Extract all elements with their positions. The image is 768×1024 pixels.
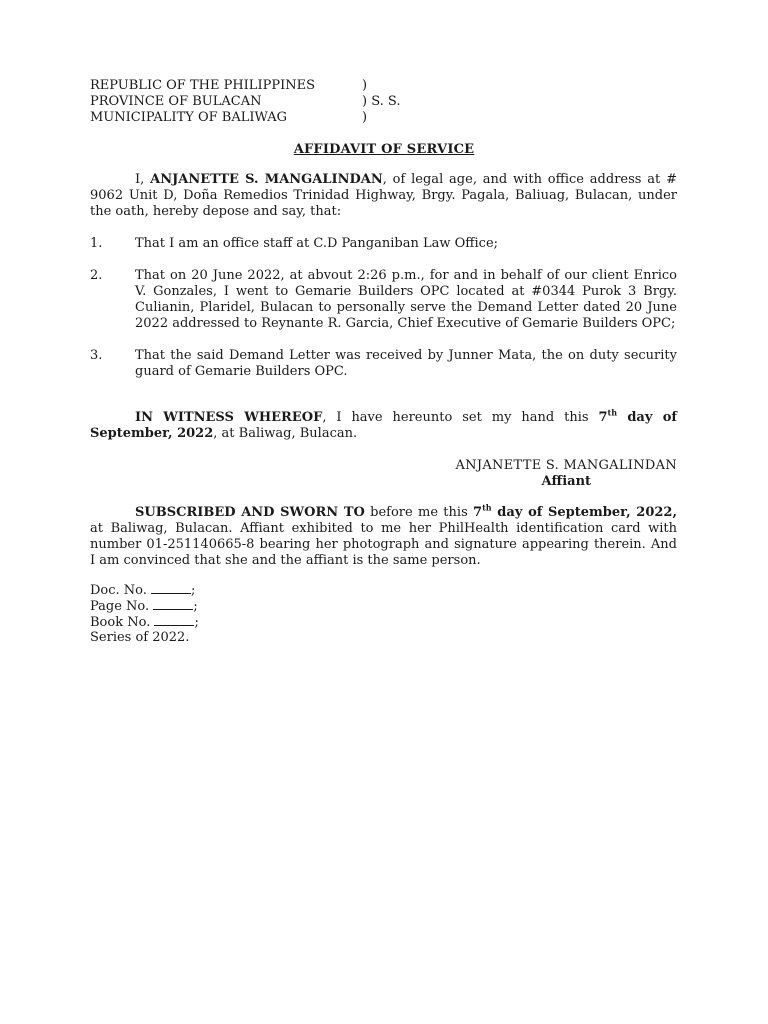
jurat-day-rest: day of September, 2022, (491, 505, 677, 520)
venue-line-republic (90, 78, 430, 94)
book-no-label: Book No. (90, 615, 155, 630)
list-item-3 (90, 348, 677, 380)
series-line: Series of 2022. (90, 630, 190, 645)
witness-lead: IN WITNESS WHEREOF (135, 410, 323, 425)
document-title: AFFIDAVIT OF SERVICE (293, 142, 475, 157)
witness-day: 7 (598, 410, 608, 425)
list-item-text: That the said Demand Letter was received by Junner Mata, the on duty security guard of Gemarie Builders OPC. (135, 348, 677, 379)
signature-role: Affiant (541, 474, 592, 489)
semicolon: ; (191, 583, 196, 598)
jurat-day: 7 (473, 505, 483, 520)
witness-paragraph (90, 407, 677, 442)
list-item-number: 1. (90, 236, 103, 251)
witness-day-suffix: th (607, 407, 618, 418)
intro-paragraph (90, 172, 677, 220)
intro-prefix: I, (135, 172, 151, 187)
semicolon: ; (193, 599, 198, 614)
witness-text: , I have hereunto set my hand this (322, 410, 599, 425)
book-no-line (90, 614, 199, 630)
venue-bracket: ) (362, 78, 368, 93)
page-no-blank (153, 598, 193, 610)
affiant-name-inline: ANJANETTE S. MANGALINDAN (150, 172, 383, 187)
jurat-lead: SUBSCRIBED AND SWORN TO (135, 505, 365, 520)
signature-name: ANJANETTE S. MANGALINDAN (455, 458, 677, 473)
venue-line-municipality (90, 110, 430, 126)
semicolon: ; (194, 615, 199, 630)
list-item-2 (90, 268, 677, 332)
notarial-register (90, 582, 199, 646)
page-no-line (90, 598, 199, 614)
venue-republic-text: REPUBLIC OF THE PHILIPPINES (90, 78, 315, 93)
signature-block (455, 458, 677, 490)
witness-day-rest: day of September, 2022 (90, 410, 677, 441)
venue-province-text: PROVINCE OF BULACAN (90, 94, 262, 109)
book-no-blank (154, 614, 194, 626)
doc-no-label: Doc. No. (90, 583, 152, 598)
jurat-day-suffix: th (482, 502, 492, 513)
witness-tail: , at Baliwag, Bulacan. (213, 426, 358, 441)
jurat-tail: at Baliwag, Bulacan. Affiant exhibited to me her PhilHealth identification card with number 01-251140665-8 bearing her photograph and signature appearing therein. And I am convinced that she and the affiant is the same person. (90, 521, 677, 568)
doc-no-blank (151, 582, 191, 594)
venue-line-province (90, 94, 430, 110)
venue-bracket: ) (362, 110, 368, 125)
jurat-date (473, 502, 677, 520)
venue-ss-mark: ) S. S. (362, 94, 401, 109)
venue-municipality-text: MUNICIPALITY OF BALIWAG (90, 110, 287, 125)
page-no-label: Page No. (90, 599, 154, 614)
list-item-text: That on 20 June 2022, at abvout 2:26 p.m., for and in behalf of our client Enrico V. Gonzales, I went to Gemarie Builders OPC located at #0344 Purok 3 Brgy. Culianin, Plaridel, Bulacan to personally serve the Demand Letter dated 20 June 2022 addressed to Reynante R. Garcia, Chief Executive of Gemarie Builders OPC; (135, 268, 677, 331)
jurat-paragraph (90, 502, 677, 569)
jurat-text: before me this (364, 505, 474, 520)
venue-block (90, 78, 430, 126)
doc-no-line (90, 582, 199, 598)
list-item-1 (90, 236, 677, 252)
intro-text: , of legal age, and with office address at # 9062 Unit D, Doña Remedios Trinidad Highway, Brgy. Pagala, Baliuag, Bulacan, under the oath, hereby depose and say, that: (90, 172, 677, 219)
list-item-number: 2. (90, 268, 103, 283)
list-item-text: That I am an office staff at C.D Panganiban Law Office; (135, 236, 499, 251)
list-item-number: 3. (90, 348, 103, 363)
